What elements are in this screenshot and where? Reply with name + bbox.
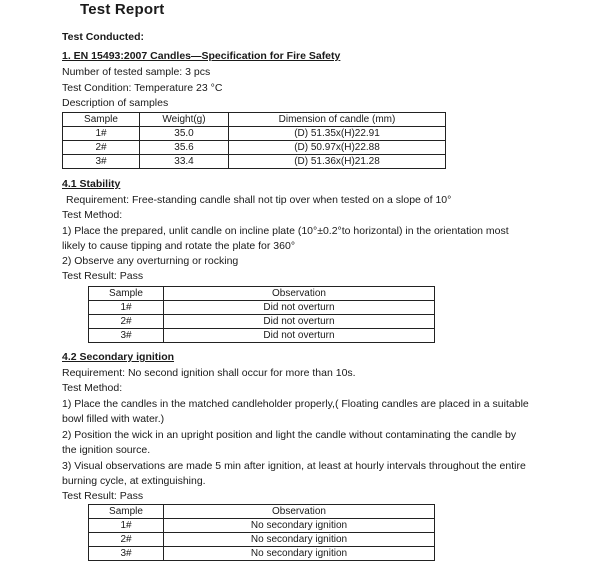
cell: 3# <box>89 547 164 561</box>
secondary-method-label: Test Method: <box>62 382 123 394</box>
col-header: Sample <box>89 505 164 519</box>
stability-table <box>88 286 435 343</box>
cell: 3# <box>63 155 140 169</box>
cell: Did not overturn <box>164 301 435 315</box>
cell: 33.4 <box>140 155 229 169</box>
cell: No secondary ignition <box>164 519 435 533</box>
cell: 2# <box>63 141 140 155</box>
table-row <box>63 155 446 169</box>
cell: Did not overturn <box>164 315 435 329</box>
stability-requirement: Requirement: Free-standing candle shall not tip over when tested on a slope of 10° <box>66 194 452 206</box>
table-header-row <box>89 505 435 519</box>
stability-step2: 2) Observe any overturning or rocking <box>62 255 239 267</box>
stability-method-label: Test Method: <box>62 209 123 221</box>
samples-table <box>62 112 446 169</box>
col-header: Dimension of candle (mm) <box>229 113 446 127</box>
secondary-result: Test Result: Pass <box>62 490 144 502</box>
table-row <box>89 547 435 561</box>
stability-heading: 4.1 Stability <box>62 178 121 190</box>
table-row <box>63 141 446 155</box>
report-title: Test Report <box>80 1 165 18</box>
cell: (D) 51.36x(H)21.28 <box>229 155 446 169</box>
cell: 35.0 <box>140 127 229 141</box>
secondary-requirement: Requirement: No second ignition shall occur for more than 10s. <box>62 367 356 379</box>
secondary-step1: 1) Place the candles in the matched candleholder properly,( Floating candles are placed in a suitable <box>62 398 529 410</box>
col-header: Observation <box>164 505 435 519</box>
table-header-row <box>63 113 446 127</box>
samples-description: Description of samples <box>62 97 169 109</box>
secondary-step2: 2) Position the wick in an upright position and light the candle without contaminating the candle by <box>62 429 517 441</box>
stability-result: Test Result: Pass <box>62 270 144 282</box>
section1-heading: 1. EN 15493:2007 Candles—Specification for Fire Safety <box>62 50 341 62</box>
cell: (D) 50.97x(H)22.88 <box>229 141 446 155</box>
col-header: Weight(g) <box>140 113 229 127</box>
table-row <box>89 329 435 343</box>
table-row <box>89 519 435 533</box>
cell: 2# <box>89 315 164 329</box>
col-header: Observation <box>164 287 435 301</box>
cell: No secondary ignition <box>164 533 435 547</box>
cell: (D) 51.35x(H)22.91 <box>229 127 446 141</box>
table-row <box>89 301 435 315</box>
cell: 3# <box>89 329 164 343</box>
secondary-heading: 4.2 Secondary ignition <box>62 351 175 363</box>
test-condition: Test Condition: Temperature 23 °C <box>62 82 223 94</box>
cell: No secondary ignition <box>164 547 435 561</box>
table-row <box>89 315 435 329</box>
table-row <box>89 533 435 547</box>
secondary-step1-cont: bowl filled with water.) <box>62 413 165 425</box>
col-header: Sample <box>63 113 140 127</box>
stability-step1-cont: likely to cause tipping and rotate the plate for 360° <box>62 240 296 252</box>
cell: 35.6 <box>140 141 229 155</box>
cell: 1# <box>89 519 164 533</box>
secondary-step2-cont: the ignition source. <box>62 444 151 456</box>
secondary-table <box>88 504 435 561</box>
secondary-step3: 3) Visual observations are made 5 min after ignition, at least at hourly intervals throughout the entire <box>62 460 526 472</box>
cell: 1# <box>89 301 164 315</box>
num-samples: Number of tested sample: 3 pcs <box>62 66 211 78</box>
table-header-row <box>89 287 435 301</box>
cell: 1# <box>63 127 140 141</box>
test-conducted-label: Test Conducted: <box>62 31 145 43</box>
stability-step1: 1) Place the prepared, unlit candle on incline plate (10°±0.2°to horizontal) in the orientation most <box>62 225 509 237</box>
table-row <box>63 127 446 141</box>
cell: Did not overturn <box>164 329 435 343</box>
cell: 2# <box>89 533 164 547</box>
secondary-step3-cont: burning cycle, at extinguishing. <box>62 475 206 487</box>
col-header: Sample <box>89 287 164 301</box>
